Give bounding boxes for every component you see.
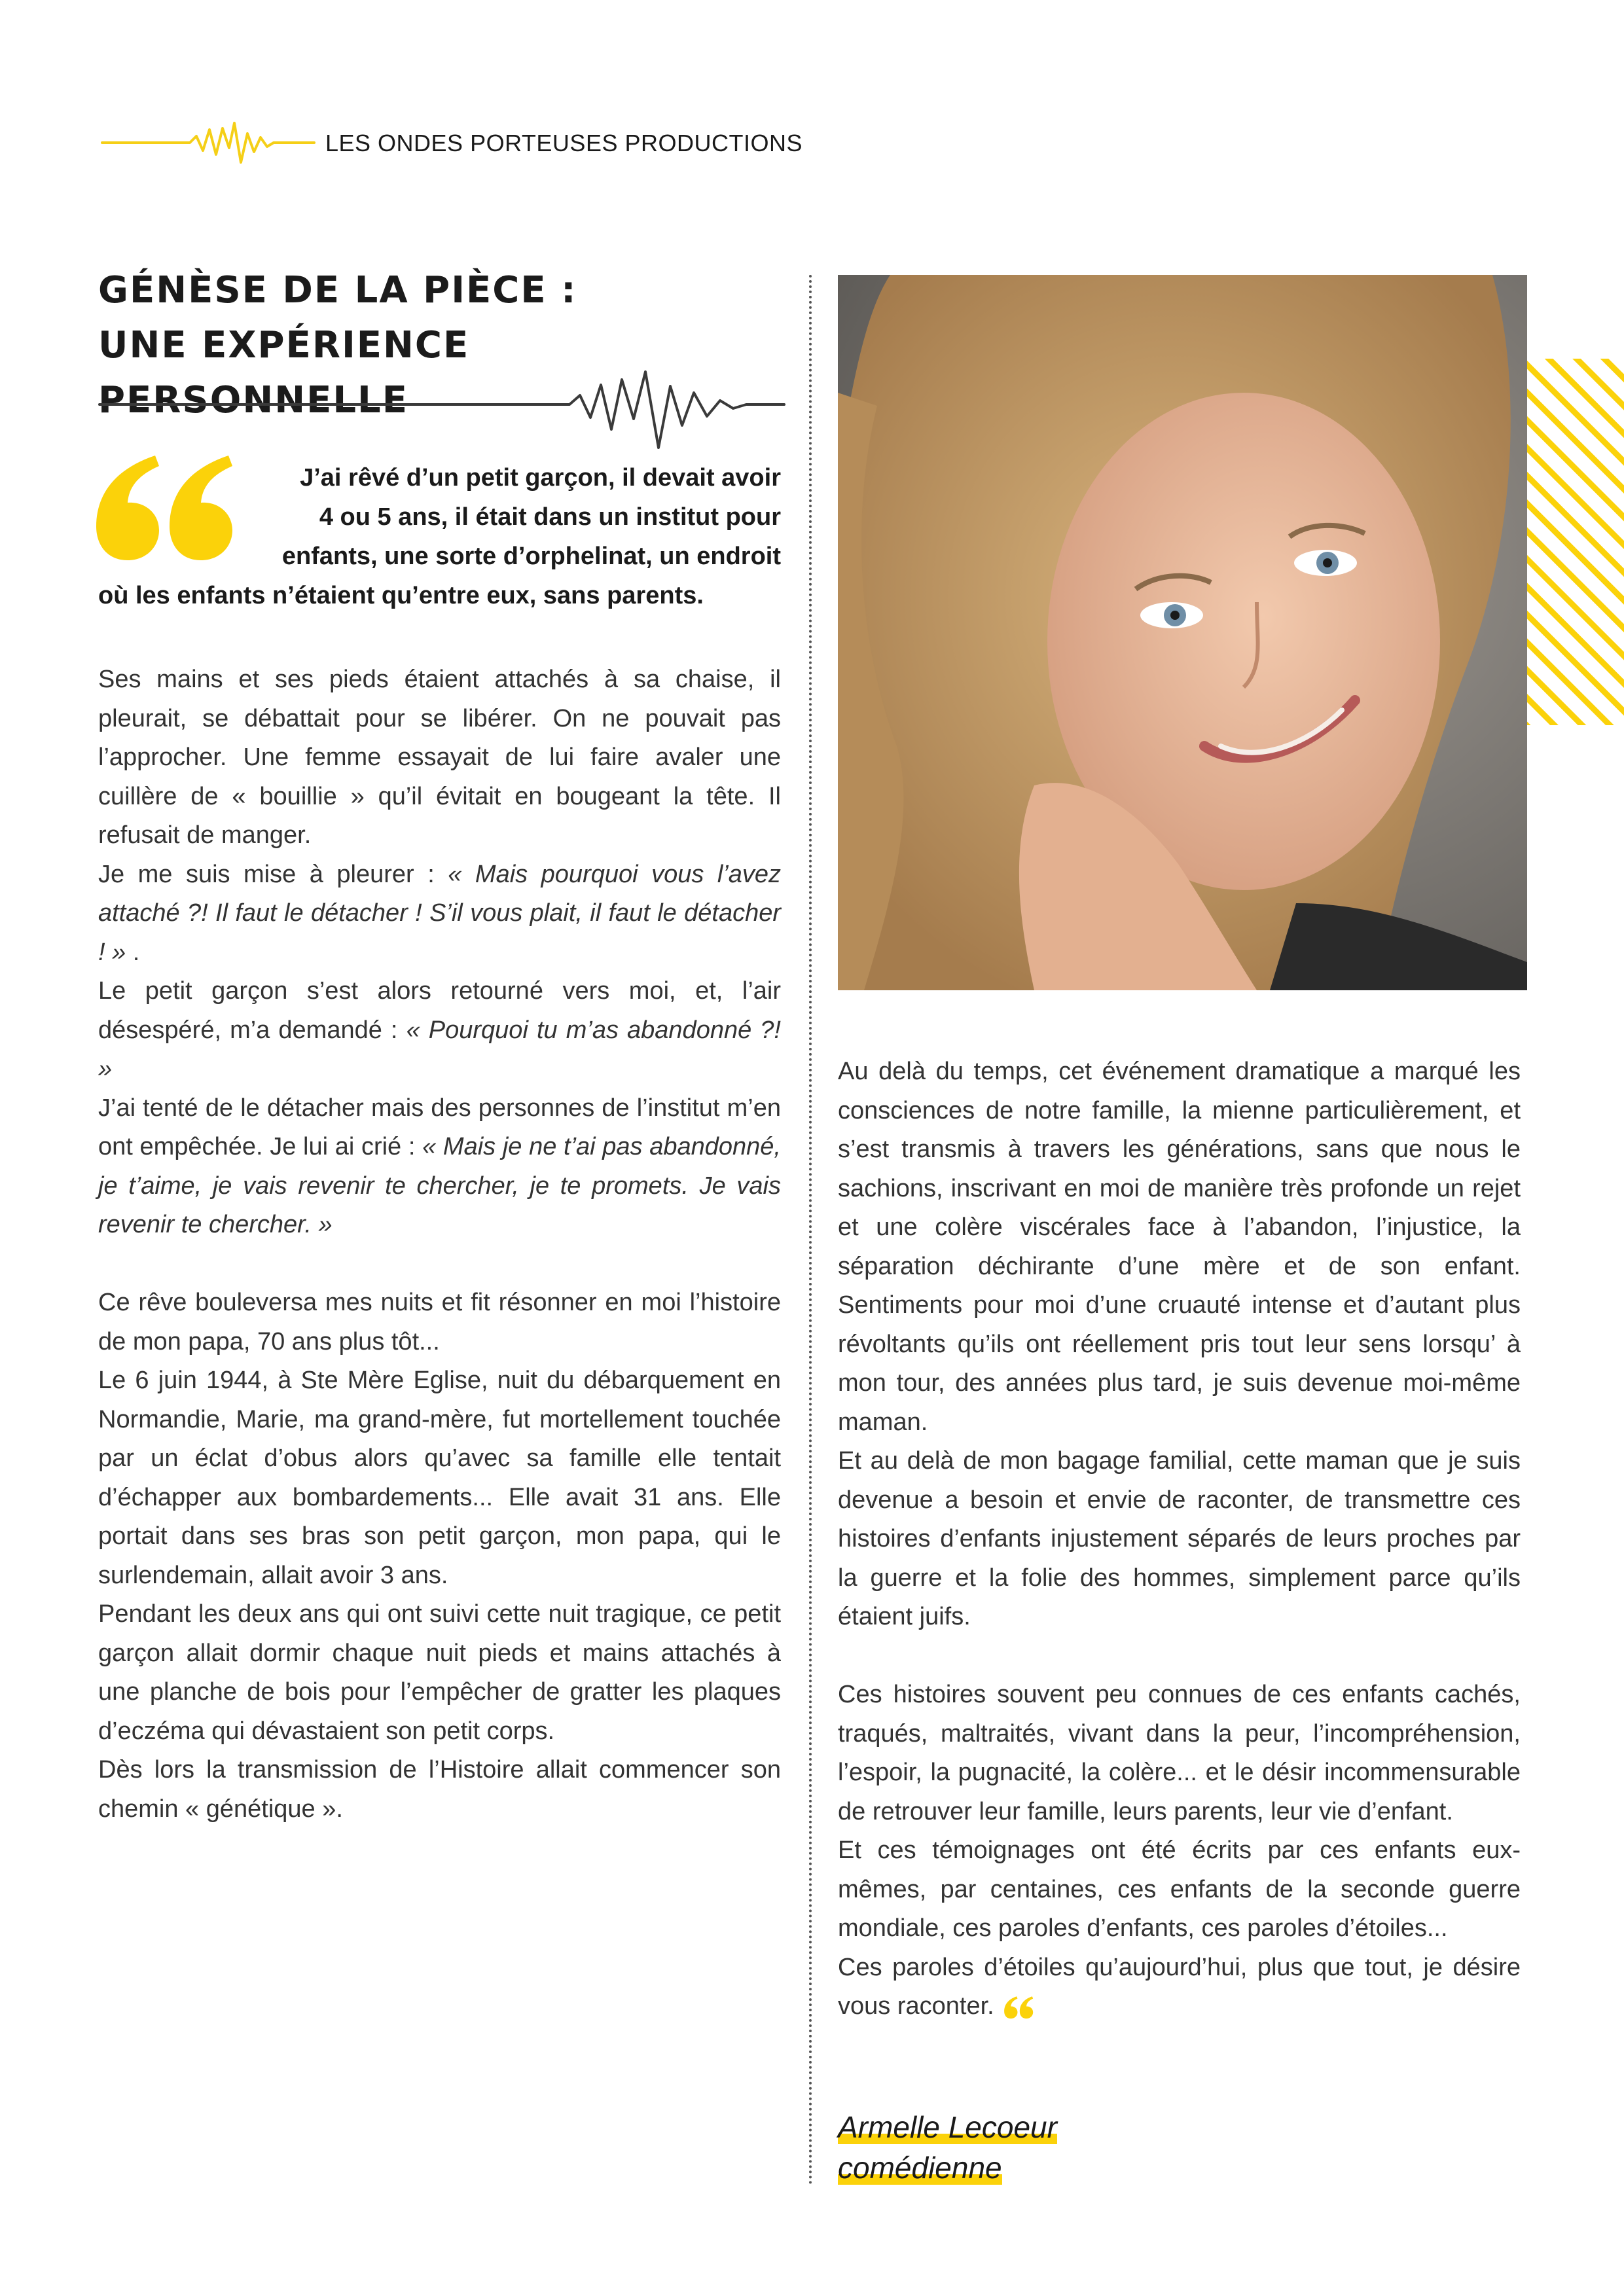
header-sound-wave-icon bbox=[98, 117, 321, 169]
intro-quote-line: enfants, une sorte d’orphelinat, un endroit bbox=[281, 543, 781, 570]
paragraph: Au delà du temps, cet événement dramatique a marqué les consciences de notre famille, la mienne particulièrement, et s’est transmis à travers les générations, sans que nous le sachions, inscrivant en moi de manière très profonde un rejet et une colère viscérales face à l’abandon, l’injustice, la séparation déchirante d’une mère et de son enfant. Sentiments pour moi d’une cruauté intense et d’autant plus révoltants qu’ils ont réellement pris tout leur sens lorsqu’ à mon tour, des années plus tard, je suis devenue moi-même maman. bbox=[838, 1058, 1521, 1436]
signature-role: comédienne bbox=[838, 2151, 1002, 2185]
closing-quote-icon bbox=[1001, 1996, 1038, 2019]
paragraph: J’ai tenté de le détacher mais des personnes de l’institut m’en ont empêchée. Je lui ai crié : « Mais je ne t’ai pas abandonné, je t’aime, je vais revenir te chercher, je te promets. Je vais revenir te chercher. » bbox=[98, 1094, 781, 1238]
paragraph: Ce rêve bouleversa mes nuits et fit résonner en moi l’histoire de mon papa, 70 ans plus tôt... bbox=[98, 1289, 781, 1355]
intro-quote-line: où les enfants n’étaient qu’entre eux, sans parents. bbox=[98, 582, 704, 609]
paragraph: Je me suis mise à pleurer : « Mais pourquoi vous l’avez attaché ?! Il faut le détacher ! S’il vous plait, il faut le détacher ! » . bbox=[98, 860, 782, 966]
intro-quote-line: 4 ou 5 ans, il était dans un institut pour bbox=[319, 503, 781, 531]
paragraph: Et ces témoignages ont été écrits par ces enfants eux-mêmes, par centaines, ces enfants de la seconde guerre mondiale, ces paroles d’enfants, ces paroles d’étoiles... bbox=[838, 1837, 1521, 1942]
opening-quote-icon bbox=[95, 452, 239, 563]
paragraph: Dès lors la transmission de l’Histoire allait commencer son chemin « génétique ». bbox=[98, 1756, 781, 1823]
intro-quote-line: J’ai rêvé d’un petit garçon, il devait avoir bbox=[300, 464, 781, 492]
title-line-2: UNE EXPÉRIENCE PERSONNELLE bbox=[98, 324, 470, 422]
title-line-1: GÉNÈSE DE LA PIÈCE : bbox=[98, 269, 577, 312]
portrait-illustration bbox=[838, 275, 1527, 990]
portrait-photo bbox=[838, 275, 1527, 990]
paragraph: Et au delà de mon bagage familial, cette maman que je suis devenue a besoin et envie de raconter, de transmettre ces histoires d’enfants injustement séparés de leurs proches par la guerre et la folie des hommes, simplement parce qu’ils étaient juifs. bbox=[838, 1447, 1521, 1630]
title-underline-wave-icon bbox=[98, 367, 785, 458]
brand-name: LES ONDES PORTEUSES PRODUCTIONS bbox=[325, 130, 803, 156]
paragraph: Le 6 juin 1944, à Ste Mère Eglise, nuit du débarquement en Normandie, Marie, ma grand-mère, fut mortellement touchée par un éclat d’obus alors qu’avec sa famille elle tentait d’échapper aux bombardements... Elle avait 31 ans. Elle portait dans ses bras son petit garçon, mon papa, qui le surlendemain, allait avoir 3 ans. bbox=[98, 1367, 781, 1589]
paragraph: Ces paroles d’étoiles qu’aujourd’hui, plus que tout, je désire vous raconter. bbox=[838, 1953, 1521, 2020]
right-text-column bbox=[838, 1052, 1521, 2026]
paragraph: Ces histoires souvent peu connues de ces enfants cachés, traqués, maltraités, vivant dans la peur, l’incompréhension, l’espoir, la pugnacité, la colère... et le désir incommensurable de retrouver leur famille, leurs parents, leur vie d’enfant. bbox=[838, 1681, 1521, 1825]
paragraph: Pendant les deux ans qui ont suivi cette nuit tragique, ce petit garçon allait dormir chaque nuit pieds et mains attachés à une planche de bois pour l’empêcher de gratter les plaques d’eczéma qui dévastaient son petit corps. bbox=[98, 1600, 781, 1745]
left-text-column bbox=[98, 660, 781, 1829]
paragraph: Ses mains et ses pieds étaient attachés à sa chaise, il pleurait, se débattait pour se libérer. On ne pouvait pas l’approcher. Une femme essayait de lui faire avaler une cuillère de « bouillie » qu’il évitait en bougeant la tête. Il refusait de manger. bbox=[98, 666, 781, 849]
signature-name: Armelle Lecoeur bbox=[838, 2110, 1057, 2144]
paragraph: Le petit garçon s’est alors retourné vers moi, et, l’air désespéré, m’a demandé : « Pourquoi tu m’as abandonné ?! » bbox=[98, 977, 781, 1083]
column-divider bbox=[809, 275, 812, 2186]
